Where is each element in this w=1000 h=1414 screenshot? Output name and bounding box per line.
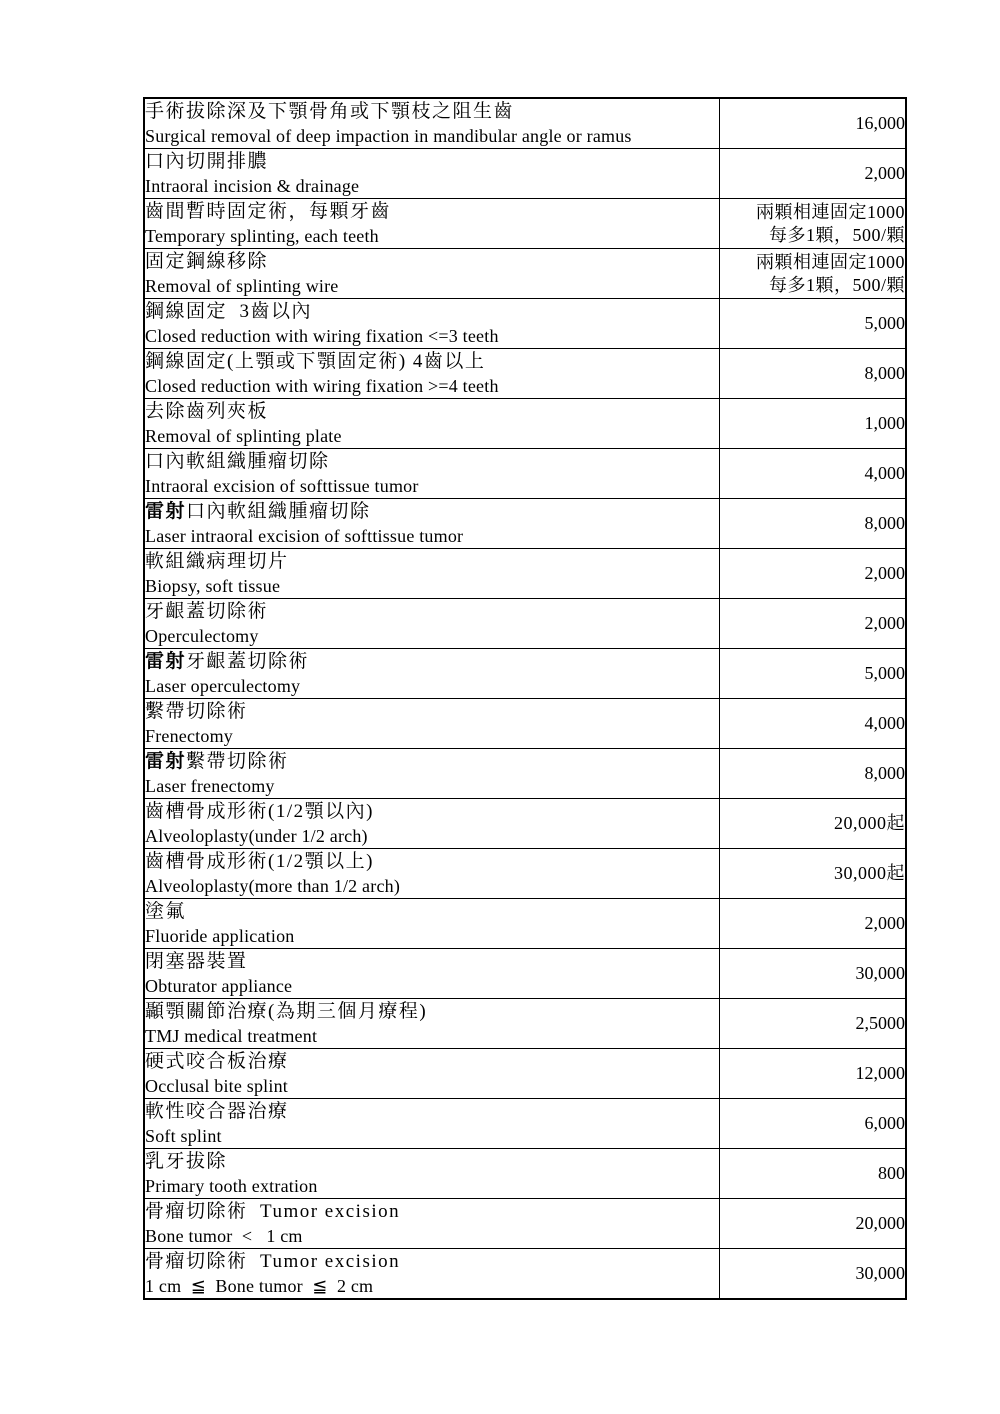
procedure-name-zh xyxy=(145,850,719,874)
price-line: 8,000 xyxy=(864,763,905,783)
table-row xyxy=(144,1149,906,1199)
price-cell xyxy=(719,299,906,349)
price-cell xyxy=(719,1049,906,1099)
table-row xyxy=(144,349,906,399)
procedure-name-zh-text: 齒間暫時固定術，每顆牙齒 xyxy=(145,200,392,222)
table-row xyxy=(144,1099,906,1149)
procedure-name-en: Alveoloplasty(under 1/2 arch) xyxy=(145,825,368,846)
price-cell xyxy=(719,549,906,599)
price-line: 2,5000 xyxy=(855,1013,905,1033)
price-line: 2,000 xyxy=(864,563,905,583)
procedure-name-zh xyxy=(145,800,719,824)
procedure-name-zh-text: 牙齦蓋切除術 xyxy=(186,650,310,672)
price-cell xyxy=(719,599,906,649)
procedure-name-zh-text: 齒槽骨成形術(1/2顎以內) xyxy=(145,800,374,822)
procedure-name-en: 1 cm ≦ Bone tumor ≦ 2 cm xyxy=(145,1275,374,1296)
procedure-cell xyxy=(144,1099,719,1149)
procedure-cell xyxy=(144,699,719,749)
procedure-cell xyxy=(144,299,719,349)
price-line: 16,000 xyxy=(855,113,905,133)
procedure-name-en: Intraoral excision of softtissue tumor xyxy=(145,475,419,496)
price-line: 1,000 xyxy=(864,413,905,433)
procedure-name-zh-text: 軟組織病理切片 xyxy=(145,550,289,572)
price-line: 30,000 xyxy=(855,963,905,983)
procedure-name-zh xyxy=(145,700,719,724)
procedure-name-zh-text: 口內軟組織腫瘤切除 xyxy=(186,500,371,522)
table-row xyxy=(144,449,906,499)
procedure-cell xyxy=(144,999,719,1049)
table-row xyxy=(144,399,906,449)
procedure-name-zh-text: 去除齒列夾板 xyxy=(145,400,269,422)
procedure-name-en: TMJ medical treatment xyxy=(145,1025,318,1046)
price-cell xyxy=(719,999,906,1049)
table-row xyxy=(144,249,906,299)
procedure-name-zh xyxy=(145,500,719,524)
price-line: 5,000 xyxy=(864,663,905,683)
procedure-cell xyxy=(144,849,719,899)
procedure-name-zh xyxy=(145,1150,719,1174)
procedure-name-en: Operculectomy xyxy=(145,625,259,646)
price-cell xyxy=(719,399,906,449)
procedure-name-zh-text: 硬式咬合板治療 xyxy=(145,1050,289,1072)
price-line: 20,000起 xyxy=(834,813,905,833)
price-line: 5,000 xyxy=(864,313,905,333)
procedure-name-zh-text: 顳顎關節治療(為期三個月療程) xyxy=(145,1000,428,1022)
price-line: 2,000 xyxy=(864,913,905,933)
price-line: 每多1顆，500/顆 xyxy=(768,274,905,295)
table-row xyxy=(144,949,906,999)
procedure-name-zh-text: 繫帶切除術 xyxy=(186,750,289,772)
procedure-name-zh xyxy=(145,900,719,924)
procedure-name-en: Temporary splinting, each teeth xyxy=(145,225,379,246)
procedure-cell xyxy=(144,899,719,949)
procedure-name-en: Closed reduction with wiring fixation <=3 teeth xyxy=(145,325,499,346)
price-line: 兩顆相連固定1000 xyxy=(756,251,905,272)
procedure-name-en: Surgical removal of deep impaction in mandibular angle or ramus xyxy=(145,125,632,146)
price-cell xyxy=(719,1249,906,1300)
procedure-name-en: Intraoral incision & drainage xyxy=(145,175,360,196)
fee-table xyxy=(143,97,907,1300)
table-row xyxy=(144,1249,906,1300)
procedure-name-zh-text: 乳牙拔除 xyxy=(145,1150,228,1172)
procedure-name-zh-text: 骨瘤切除術 Tumor excision xyxy=(145,1250,401,1272)
price-line: 2,000 xyxy=(864,163,905,183)
procedure-cell xyxy=(144,399,719,449)
procedure-name-zh xyxy=(145,950,719,974)
price-cell xyxy=(719,649,906,699)
procedure-cell xyxy=(144,599,719,649)
table-row xyxy=(144,899,906,949)
price-cell xyxy=(719,249,906,299)
price-cell xyxy=(719,1099,906,1149)
procedure-name-zh-text: 閉塞器裝置 xyxy=(145,950,248,972)
price-line: 12,000 xyxy=(855,1063,905,1083)
table-row xyxy=(144,599,906,649)
price-cell xyxy=(719,149,906,199)
table-row xyxy=(144,999,906,1049)
table-row xyxy=(144,1049,906,1099)
procedure-name-en: Laser intraoral excision of softtissue tumor xyxy=(145,525,464,546)
price-line: 8,000 xyxy=(864,363,905,383)
price-line: 8,000 xyxy=(864,513,905,533)
price-line: 800 xyxy=(878,1163,905,1183)
procedure-name-zh-text: 口內切開排膿 xyxy=(145,150,269,172)
table-row xyxy=(144,549,906,599)
procedure-cell xyxy=(144,1199,719,1249)
table-row xyxy=(144,799,906,849)
procedure-cell xyxy=(144,1249,719,1300)
procedure-name-en: Alveoloplasty(more than 1/2 arch) xyxy=(145,875,401,896)
procedure-name-zh-text: 固定鋼線移除 xyxy=(145,250,269,272)
procedure-cell xyxy=(144,1049,719,1099)
table-row xyxy=(144,849,906,899)
procedure-name-zh xyxy=(145,200,719,224)
table-row xyxy=(144,299,906,349)
procedure-cell xyxy=(144,749,719,799)
fee-table-body xyxy=(144,98,906,1299)
price-cell xyxy=(719,849,906,899)
table-row xyxy=(144,199,906,249)
procedure-cell xyxy=(144,98,719,149)
procedure-cell xyxy=(144,249,719,299)
table-row xyxy=(144,649,906,699)
procedure-name-zh-text: 骨瘤切除術 Tumor excision xyxy=(145,1200,401,1222)
price-line: 20,000 xyxy=(855,1213,905,1233)
procedure-cell xyxy=(144,349,719,399)
procedure-name-en: Laser operculectomy xyxy=(145,675,301,696)
procedure-name-en: Obturator appliance xyxy=(145,975,293,996)
procedure-name-zh xyxy=(145,600,719,624)
procedure-name-zh-text: 塗氟 xyxy=(145,900,187,922)
table-row xyxy=(144,149,906,199)
laser-bold-prefix: 雷射 xyxy=(145,750,187,772)
price-line: 4,000 xyxy=(864,713,905,733)
procedure-name-en: Frenectomy xyxy=(145,725,233,746)
price-cell xyxy=(719,499,906,549)
table-row xyxy=(144,499,906,549)
price-line: 兩顆相連固定1000 xyxy=(756,201,905,222)
procedure-cell xyxy=(144,649,719,699)
procedure-name-en: Biopsy, soft tissue xyxy=(145,575,281,596)
procedure-name-en: Fluoride application xyxy=(145,925,295,946)
price-cell xyxy=(719,1199,906,1249)
procedure-name-en: Soft splint xyxy=(145,1125,222,1146)
procedure-name-zh xyxy=(145,750,719,774)
procedure-cell xyxy=(144,199,719,249)
price-cell xyxy=(719,699,906,749)
laser-bold-prefix: 雷射 xyxy=(145,500,187,522)
procedure-name-en: Removal of splinting plate xyxy=(145,425,342,446)
procedure-name-en: Laser frenectomy xyxy=(145,775,275,796)
procedure-name-en: Closed reduction with wiring fixation >=4 teeth xyxy=(145,375,499,396)
price-cell xyxy=(719,199,906,249)
procedure-name-zh xyxy=(145,250,719,274)
price-line: 6,000 xyxy=(864,1113,905,1133)
procedure-name-zh xyxy=(145,150,719,174)
price-line: 2,000 xyxy=(864,613,905,633)
procedure-cell xyxy=(144,1149,719,1199)
price-cell xyxy=(719,949,906,999)
price-line: 30,000起 xyxy=(834,863,905,883)
price-cell xyxy=(719,98,906,149)
procedure-name-en: Occlusal bite splint xyxy=(145,1075,288,1096)
price-line: 4,000 xyxy=(864,463,905,483)
laser-bold-prefix: 雷射 xyxy=(145,650,187,672)
procedure-cell xyxy=(144,499,719,549)
price-cell xyxy=(719,799,906,849)
procedure-name-en: Removal of splinting wire xyxy=(145,275,339,296)
procedure-name-zh-text: 軟性咬合器治療 xyxy=(145,1100,289,1122)
procedure-name-zh xyxy=(145,1100,719,1124)
procedure-name-zh-text: 鋼線固定 3齒以內 xyxy=(145,300,313,322)
procedure-cell xyxy=(144,949,719,999)
price-cell xyxy=(719,749,906,799)
table-row xyxy=(144,98,906,149)
procedure-name-zh xyxy=(145,550,719,574)
price-line: 每多1顆，500/顆 xyxy=(768,224,905,245)
procedure-name-zh-text: 手術拔除深及下顎骨角或下顎枝之阻生齒 xyxy=(145,100,515,122)
procedure-name-zh-text: 繫帶切除術 xyxy=(145,700,248,722)
procedure-name-en: Bone tumor < 1 cm xyxy=(145,1225,303,1246)
procedure-cell xyxy=(144,449,719,499)
price-cell xyxy=(719,449,906,499)
procedure-name-zh xyxy=(145,450,719,474)
table-row xyxy=(144,1199,906,1249)
procedure-name-zh xyxy=(145,300,719,324)
procedure-name-en: Primary tooth extration xyxy=(145,1175,318,1196)
procedure-name-zh-text: 齒槽骨成形術(1/2顎以上) xyxy=(145,850,374,872)
procedure-name-zh xyxy=(145,1200,719,1224)
procedure-cell xyxy=(144,149,719,199)
price-cell xyxy=(719,899,906,949)
price-cell xyxy=(719,349,906,399)
procedure-cell xyxy=(144,799,719,849)
table-row xyxy=(144,749,906,799)
price-line: 30,000 xyxy=(855,1263,905,1283)
procedure-name-zh xyxy=(145,100,719,124)
procedure-name-zh xyxy=(145,1050,719,1074)
procedure-name-zh-text: 口內軟組織腫瘤切除 xyxy=(145,450,330,472)
procedure-name-zh xyxy=(145,1250,719,1274)
procedure-name-zh xyxy=(145,1000,719,1024)
price-cell xyxy=(719,1149,906,1199)
table-row xyxy=(144,699,906,749)
procedure-name-zh xyxy=(145,650,719,674)
procedure-name-zh xyxy=(145,350,719,374)
procedure-cell xyxy=(144,549,719,599)
procedure-name-zh-text: 鋼線固定(上顎或下顎固定術) 4齒以上 xyxy=(145,350,486,372)
procedure-name-zh-text: 牙齦蓋切除術 xyxy=(145,600,269,622)
procedure-name-zh xyxy=(145,400,719,424)
